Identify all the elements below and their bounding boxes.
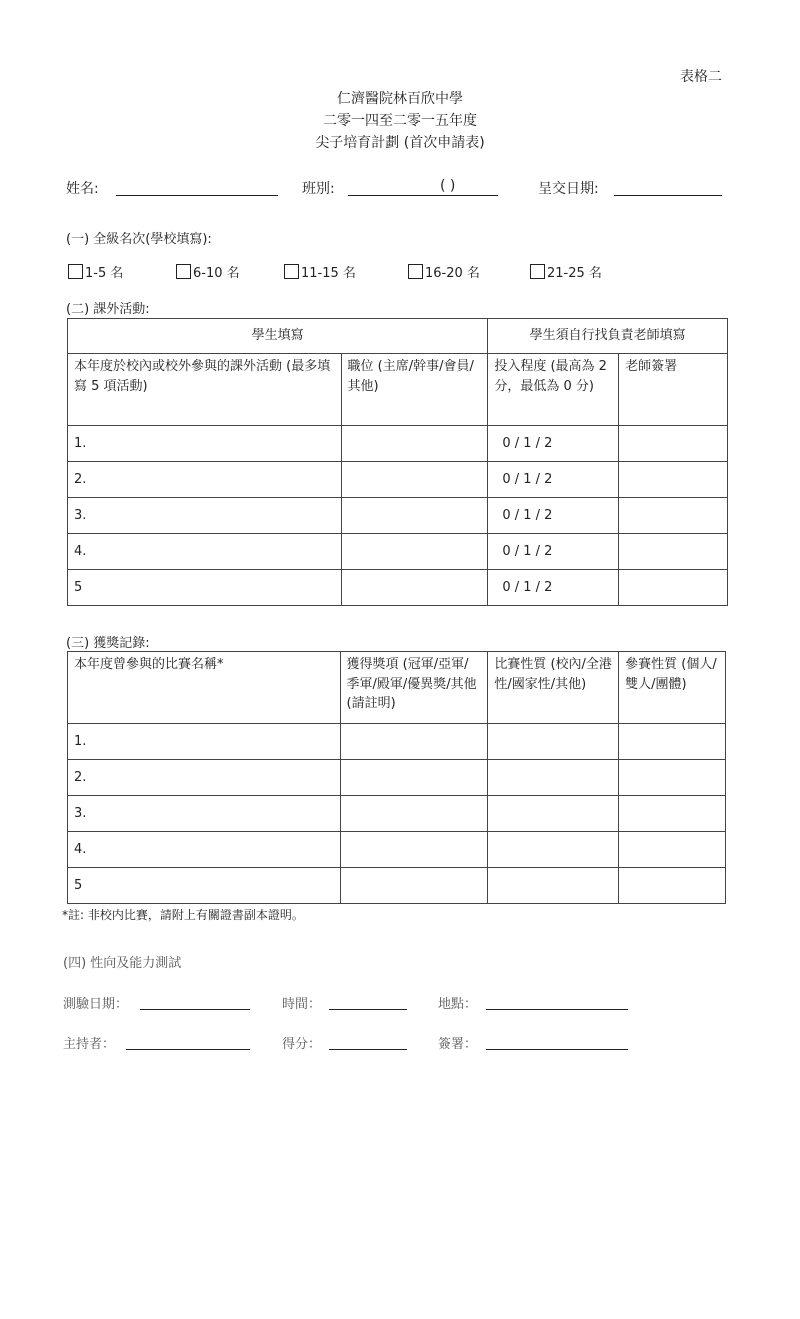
table-row [68,796,726,832]
rank-option-1[interactable]: 1-5 名 [68,262,123,281]
section3-title: (三) 獲獎記錄: [66,636,150,651]
venue-label: 地點： [438,997,478,1012]
effort-score[interactable]: 0 / 1 / 2 [488,498,619,534]
nature-cell[interactable] [488,868,619,904]
time-field[interactable] [329,1009,407,1010]
participation-cell[interactable] [619,796,726,832]
award-cell[interactable] [340,832,488,868]
col-competition-header: 本年度曾參與的比賽名稱* [68,652,341,724]
group-student-header: 學生填寫 [68,319,488,354]
section1-title: (一) 全級名次(學校填寫): [66,232,212,247]
test-date-field[interactable] [140,1009,250,1010]
class-number-paren: ( ) [440,178,456,194]
nature-cell[interactable] [488,724,619,760]
checkbox-icon [284,264,299,279]
col-effort-header: 投入程度 (最高為 2 分，最低為 0 分) [488,354,619,426]
rank-option-2[interactable]: 6-10 名 [176,262,240,281]
rank-option-3[interactable]: 11-15 名 [284,262,356,281]
row-number: 2. [68,462,342,498]
col-signature-header: 老師簽署 [619,354,728,426]
award-cell[interactable] [340,760,488,796]
table-row [68,868,726,904]
score-field[interactable] [329,1049,407,1050]
class-label: 班別: [302,181,335,197]
nature-cell[interactable] [488,760,619,796]
group-teacher-header: 學生須自行找負責老師填寫 [488,319,728,354]
effort-score[interactable]: 0 / 1 / 2 [488,426,619,462]
participation-cell[interactable] [619,724,726,760]
school-name: 仁濟醫院林百欣中學 [337,91,463,107]
col-activity-header: 本年度於校內或校外參與的課外活動 (最多填寫 5 項活動) [68,354,342,426]
participation-cell[interactable] [619,868,726,904]
score-label: 得分： [282,1037,322,1052]
section4-title: (四) 性向及能力測試 [63,956,182,971]
table-row [68,570,728,606]
table-row [68,498,728,534]
submit-date-label: 呈交日期: [538,181,599,197]
row-number: 1. [68,724,341,760]
signature-field[interactable] [486,1049,628,1050]
signature-label: 簽署： [438,1037,478,1052]
signature-cell[interactable] [619,462,728,498]
participation-cell[interactable] [619,832,726,868]
table-row [68,534,728,570]
checkbox-icon [176,264,191,279]
row-number: 5 [68,570,342,606]
rank-options [68,262,728,282]
checkbox-icon [530,264,545,279]
form-title: 尖子培育計劃 (首次申請表) [315,135,485,151]
signature-cell[interactable] [619,534,728,570]
activities-table [67,318,728,606]
test-date-label: 測驗日期： [63,997,129,1012]
position-cell[interactable] [341,570,488,606]
checkbox-icon [68,264,83,279]
position-cell[interactable] [341,498,488,534]
table-row [68,760,726,796]
row-number: 1. [68,426,342,462]
awards-table [67,651,726,904]
row-number: 4. [68,832,341,868]
award-cell[interactable] [340,868,488,904]
name-field[interactable] [116,195,278,196]
host-field[interactable] [126,1049,250,1050]
section2-title: (二) 課外活動: [66,302,150,317]
signature-cell[interactable] [619,426,728,462]
nature-cell[interactable] [488,796,619,832]
row-number: 2. [68,760,341,796]
submit-date-field[interactable] [614,195,722,196]
position-cell[interactable] [341,534,488,570]
row-number: 3. [68,796,341,832]
nature-cell[interactable] [488,832,619,868]
rank-option-5[interactable]: 21-25 名 [530,262,602,281]
table-row [68,724,726,760]
class-field[interactable] [348,195,498,196]
signature-cell[interactable] [619,570,728,606]
signature-cell[interactable] [619,498,728,534]
row-number: 3. [68,498,342,534]
row-number: 5 [68,868,341,904]
academic-year: 二零一四至二零一五年度 [323,113,477,129]
col-participation-header: 參賽性質 (個人/雙人/團體) [619,652,726,724]
position-cell[interactable] [341,426,488,462]
name-label: 姓名: [66,181,99,197]
col-nature-header: 比賽性質 (校內/全港性/國家性/其他) [488,652,619,724]
position-cell[interactable] [341,462,488,498]
award-cell[interactable] [340,724,488,760]
table-row [68,426,728,462]
effort-score[interactable]: 0 / 1 / 2 [488,570,619,606]
rank-option-4[interactable]: 16-20 名 [408,262,480,281]
col-position-header: 職位 (主席/幹事/會員/其他) [341,354,488,426]
col-award-header: 獲得獎項 (冠軍/亞軍/季軍/殿軍/優異獎/其他(請註明) [340,652,488,724]
host-label: 主持者： [63,1037,116,1052]
award-cell[interactable] [340,796,488,832]
footnote: *註: 非校内比賽，請附上有關證書副本證明。 [62,908,304,922]
time-label: 時間： [282,997,322,1012]
participation-cell[interactable] [619,760,726,796]
effort-score[interactable]: 0 / 1 / 2 [488,534,619,570]
row-number: 4. [68,534,342,570]
checkbox-icon [408,264,423,279]
form-code: 表格二 [680,69,722,85]
table-row [68,832,726,868]
effort-score[interactable]: 0 / 1 / 2 [488,462,619,498]
venue-field[interactable] [486,1009,628,1010]
table-row [68,462,728,498]
